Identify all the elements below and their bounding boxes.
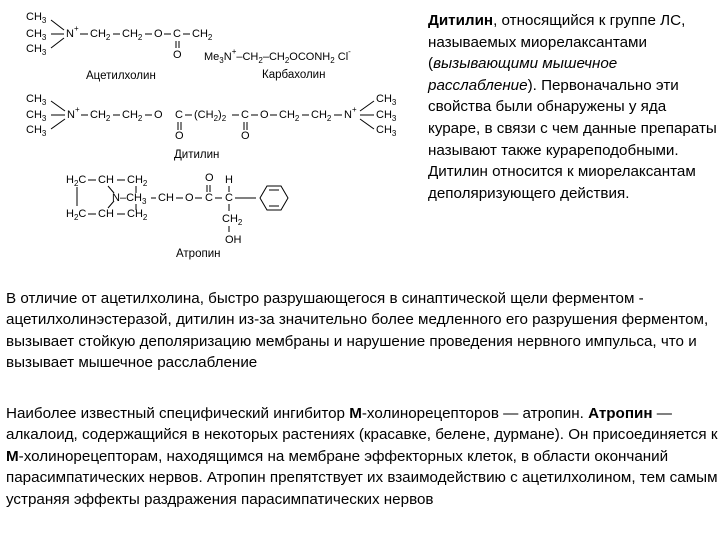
- description-text: Дитилин, относящийся к группе ЛС, называемых миорелаксантами (вызывающими мышечное расслабление). Первоначально эти свойства были обнаружены у яда кураре, в связи с чем данные препараты называют также курареподобными. Дитилин относится к миорелаксантам деполяризующего действия.: [428, 12, 717, 202]
- ch3-group: $CH_3$: [26, 93, 47, 107]
- nitrogen-plus: N+: [66, 24, 79, 40]
- dithylin-label: Дитилин: [174, 149, 220, 161]
- carbon: C: [225, 192, 233, 204]
- ch2-group: $CH_2$: [311, 109, 332, 123]
- acetylcholine-structure: [26, 11, 213, 82]
- oxygen: O: [205, 172, 214, 184]
- italic-phrase: вызывающими мышечное расслабление: [428, 55, 618, 94]
- ch3-group: $CH_3$: [26, 109, 47, 123]
- ch2-group: $CH_2$: [122, 109, 143, 123]
- ch2-group: $CH_2$: [192, 28, 213, 42]
- ch3-group: $CH_3$: [376, 109, 397, 123]
- ch2-group: $CH_2$: [222, 213, 243, 227]
- ch-group: CH: [98, 208, 114, 220]
- paragraph-dithylin-mechanism: В отличие от ацетилхолина, быстро разрушающегося в синаптической щели ферментом - ацетилхолинэстеразой, дитилин из-за значительно более медленного его разрушения ферментом, вызывает стойкую деполяризацию мембраны и нарушение проведения нервного импульса, что и вызывает мышечное расслабление: [6, 290, 709, 372]
- carbon: C: [241, 109, 249, 121]
- oxygen: O: [175, 130, 184, 142]
- chain-group: $(CH_2)_2$: [194, 109, 227, 123]
- carbon: C: [205, 192, 213, 204]
- ch3-group: $CH_3$: [26, 124, 47, 138]
- ch3-group: $CH_3$: [26, 28, 47, 42]
- atropine-term: Атропин: [588, 405, 653, 422]
- hydrogen: H: [225, 174, 233, 186]
- carbachol-formula: $Me_3N^+-CH_2-CH_2OCONH_2$ Cl-: [204, 47, 351, 65]
- ch3-group: $CH_3$: [26, 11, 47, 25]
- h2c-group: $H_2C$: [66, 208, 87, 222]
- oxygen: O: [154, 28, 163, 40]
- nitrogen-plus: N+: [67, 105, 80, 121]
- ch-group: CH: [158, 192, 174, 204]
- oxygen: O: [260, 109, 269, 121]
- atropine-structure: [66, 172, 288, 260]
- carbachol-structure: [204, 47, 351, 81]
- paragraph-atropine: Наиболее известный специфический ингибитор М-холинорецепторов — атропин. Атропин — алкалоид, содержащийся в некоторых растениях (красавке, белене, дурмане). Он присоединяется к М-холинорецепторам, находящимся на мембране эффекторных клеток, в области окончаний парасимпатических нервов. Атропин препятствует их взаимодействию с ацетилхолином, тем самым устраняя эффекты раздражения парасимпатических нервов: [6, 405, 718, 508]
- oxygen: O: [241, 130, 250, 142]
- ch2-group: $CH_2$: [127, 208, 148, 222]
- chemical-structures: [0, 0, 425, 280]
- dithylin-description: [428, 10, 718, 204]
- n-ch3-group: $N-CH_3$: [112, 192, 147, 206]
- dithylin-title: Дитилин: [428, 12, 494, 29]
- carbon: C: [173, 28, 181, 40]
- ch-group: CH: [98, 174, 114, 186]
- ch3-group: $CH_3$: [376, 93, 397, 107]
- dithylin-structure: [26, 93, 397, 161]
- atropine-label: Атропин: [176, 248, 221, 260]
- carbachol-label: Карбахолин: [262, 69, 326, 81]
- hydroxyl: OH: [225, 234, 242, 246]
- ch2-group: $CH_2$: [122, 28, 143, 42]
- acetylcholine-label: Ацетилхолин: [86, 70, 156, 82]
- oxygen: O: [154, 109, 163, 121]
- nitrogen-plus: N+: [344, 105, 357, 121]
- ch2-group: $CH_2$: [90, 109, 111, 123]
- ch3-group: $CH_3$: [376, 124, 397, 138]
- h2c-group: $H_2C$: [66, 174, 87, 188]
- oxygen: O: [185, 192, 194, 204]
- ch2-group: $CH_2$: [127, 174, 148, 188]
- ch3-group: $CH_3$: [26, 43, 47, 57]
- carbon: C: [175, 109, 183, 121]
- oxygen: O: [173, 49, 182, 61]
- ch2-group: $CH_2$: [279, 109, 300, 123]
- ch2-group: $CH_2$: [90, 28, 111, 42]
